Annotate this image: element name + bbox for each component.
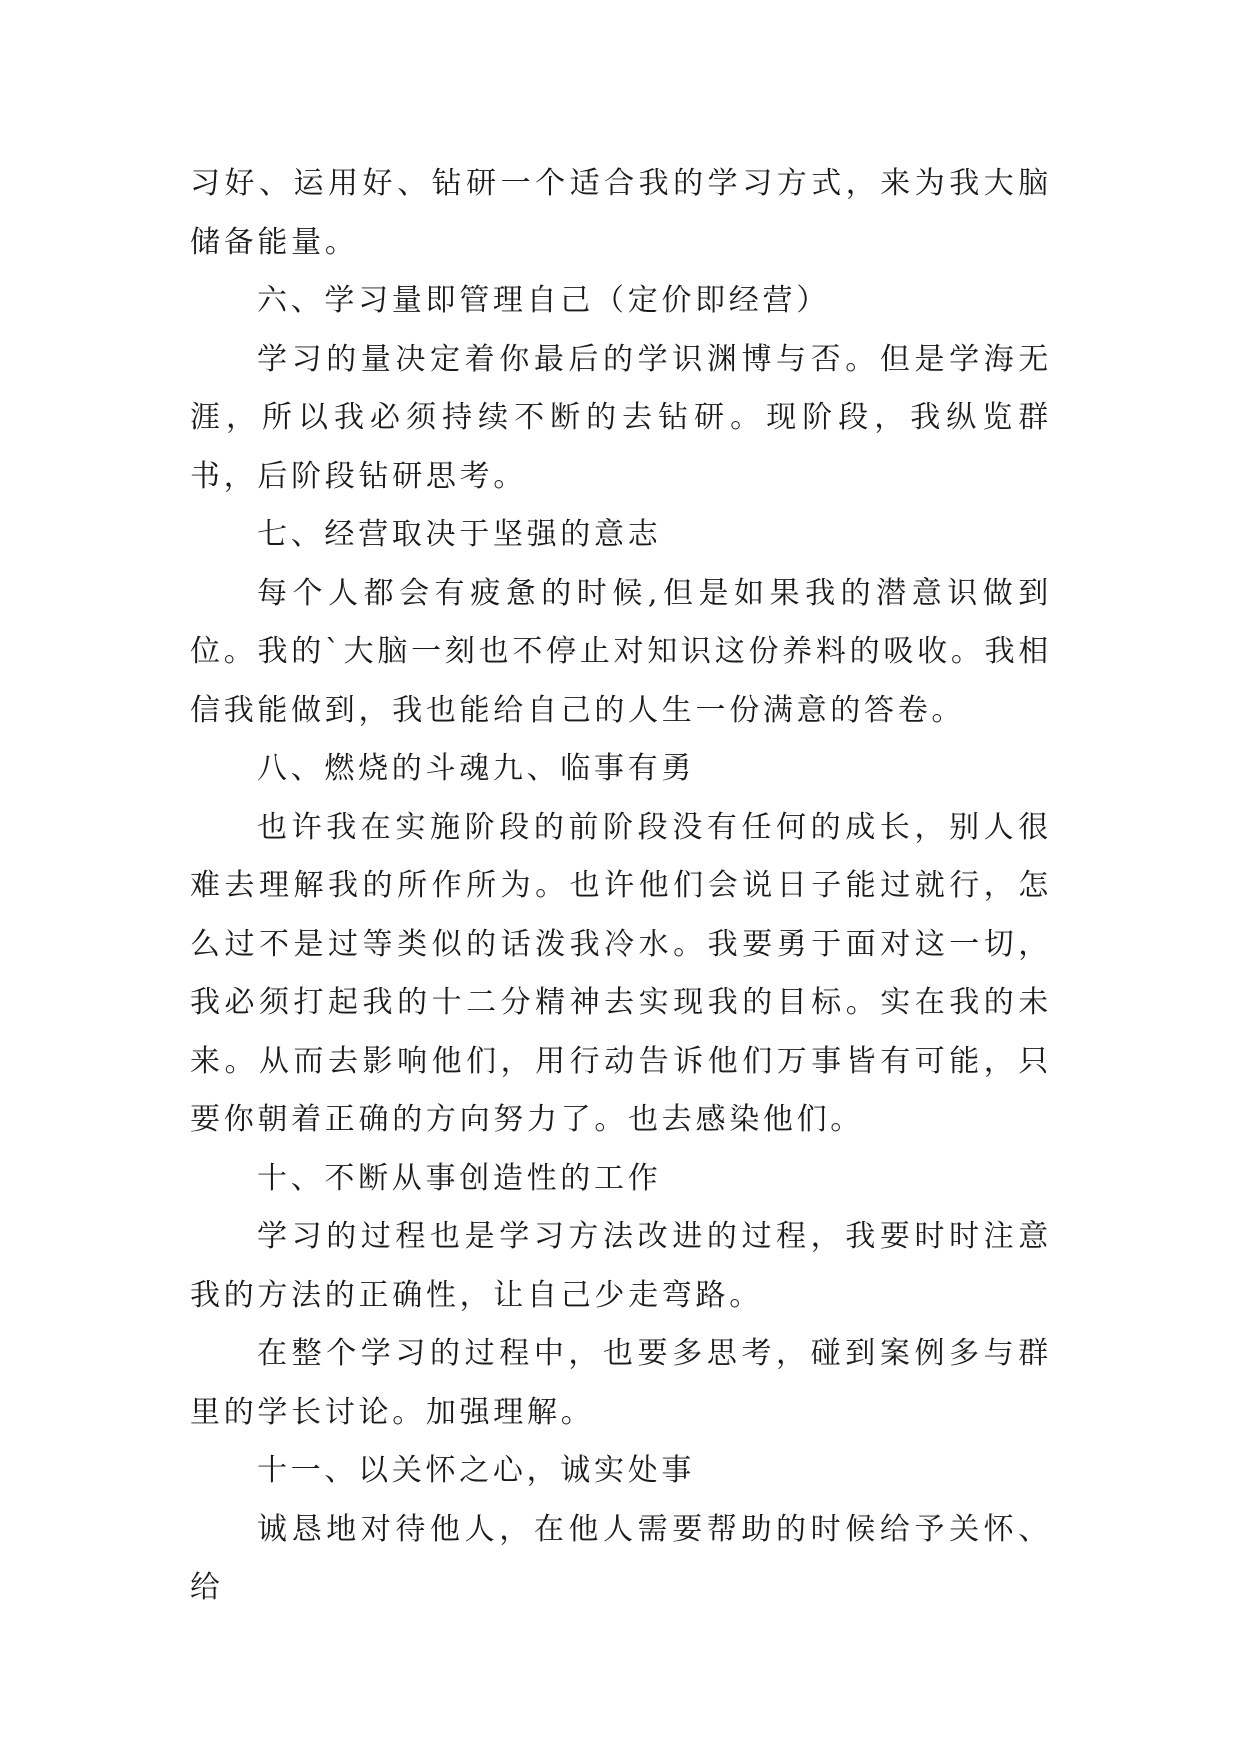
body-paragraph: 每个人都会有疲惫的时候,但是如果我的潜意识做到位。我的`大脑一刻也不停止对知识这份养料的吸收。我相信我能做到，我也能给自己的人生一份满意的答卷。: [190, 575, 1052, 728]
section-heading-8-9: 八、燃烧的斗魂九、临事有勇: [257, 751, 696, 786]
paragraph-continuation: 习好、运用好、钻研一个适合我的学习方式，来为我大脑储备能量。: [190, 166, 1052, 260]
body-paragraph: 诚恳地对待他人，在他人需要帮助的时候给予关怀、给: [190, 1511, 1052, 1605]
body-paragraph: 在整个学习的过程中，也要多思考，碰到案例多与群里的学长讨论。加强理解。: [190, 1336, 1052, 1430]
body-paragraph: 学习的量决定着你最后的学识渊博与否。但是学海无涯，所以我必须持续不断的去钻研。现阶段，我纵览群书，后阶段钻研思考。: [190, 341, 1052, 494]
section-heading-11: 十一、以关怀之心，诚实处事: [257, 1453, 696, 1488]
section-heading-7: 七、经营取决于坚强的意志: [257, 517, 662, 552]
body-paragraph: 学习的过程也是学习方法改进的过程，我要时时注意我的方法的正确性，让自己少走弯路。: [190, 1219, 1052, 1313]
document-page: [190, 155, 1052, 1618]
section-heading-10: 十、不断从事创造性的工作: [257, 1160, 662, 1196]
section-heading-6: 六、学习量即管理自己（定价即经营）: [257, 283, 830, 318]
body-paragraph: 也许我在实施阶段的前阶段没有任何的成长，别人很难去理解我的所作所为。也许他们会说日子能过就行，怎么过不是过等类似的话泼我冷水。我要勇于面对这一切，我必须打起我的十二分精神去实现我的目标。实在我的未来。从而去影响他们，用行动告诉他们万事皆有可能，只要你朝着正确的方向努力了。也去感染他们。: [190, 809, 1052, 1137]
